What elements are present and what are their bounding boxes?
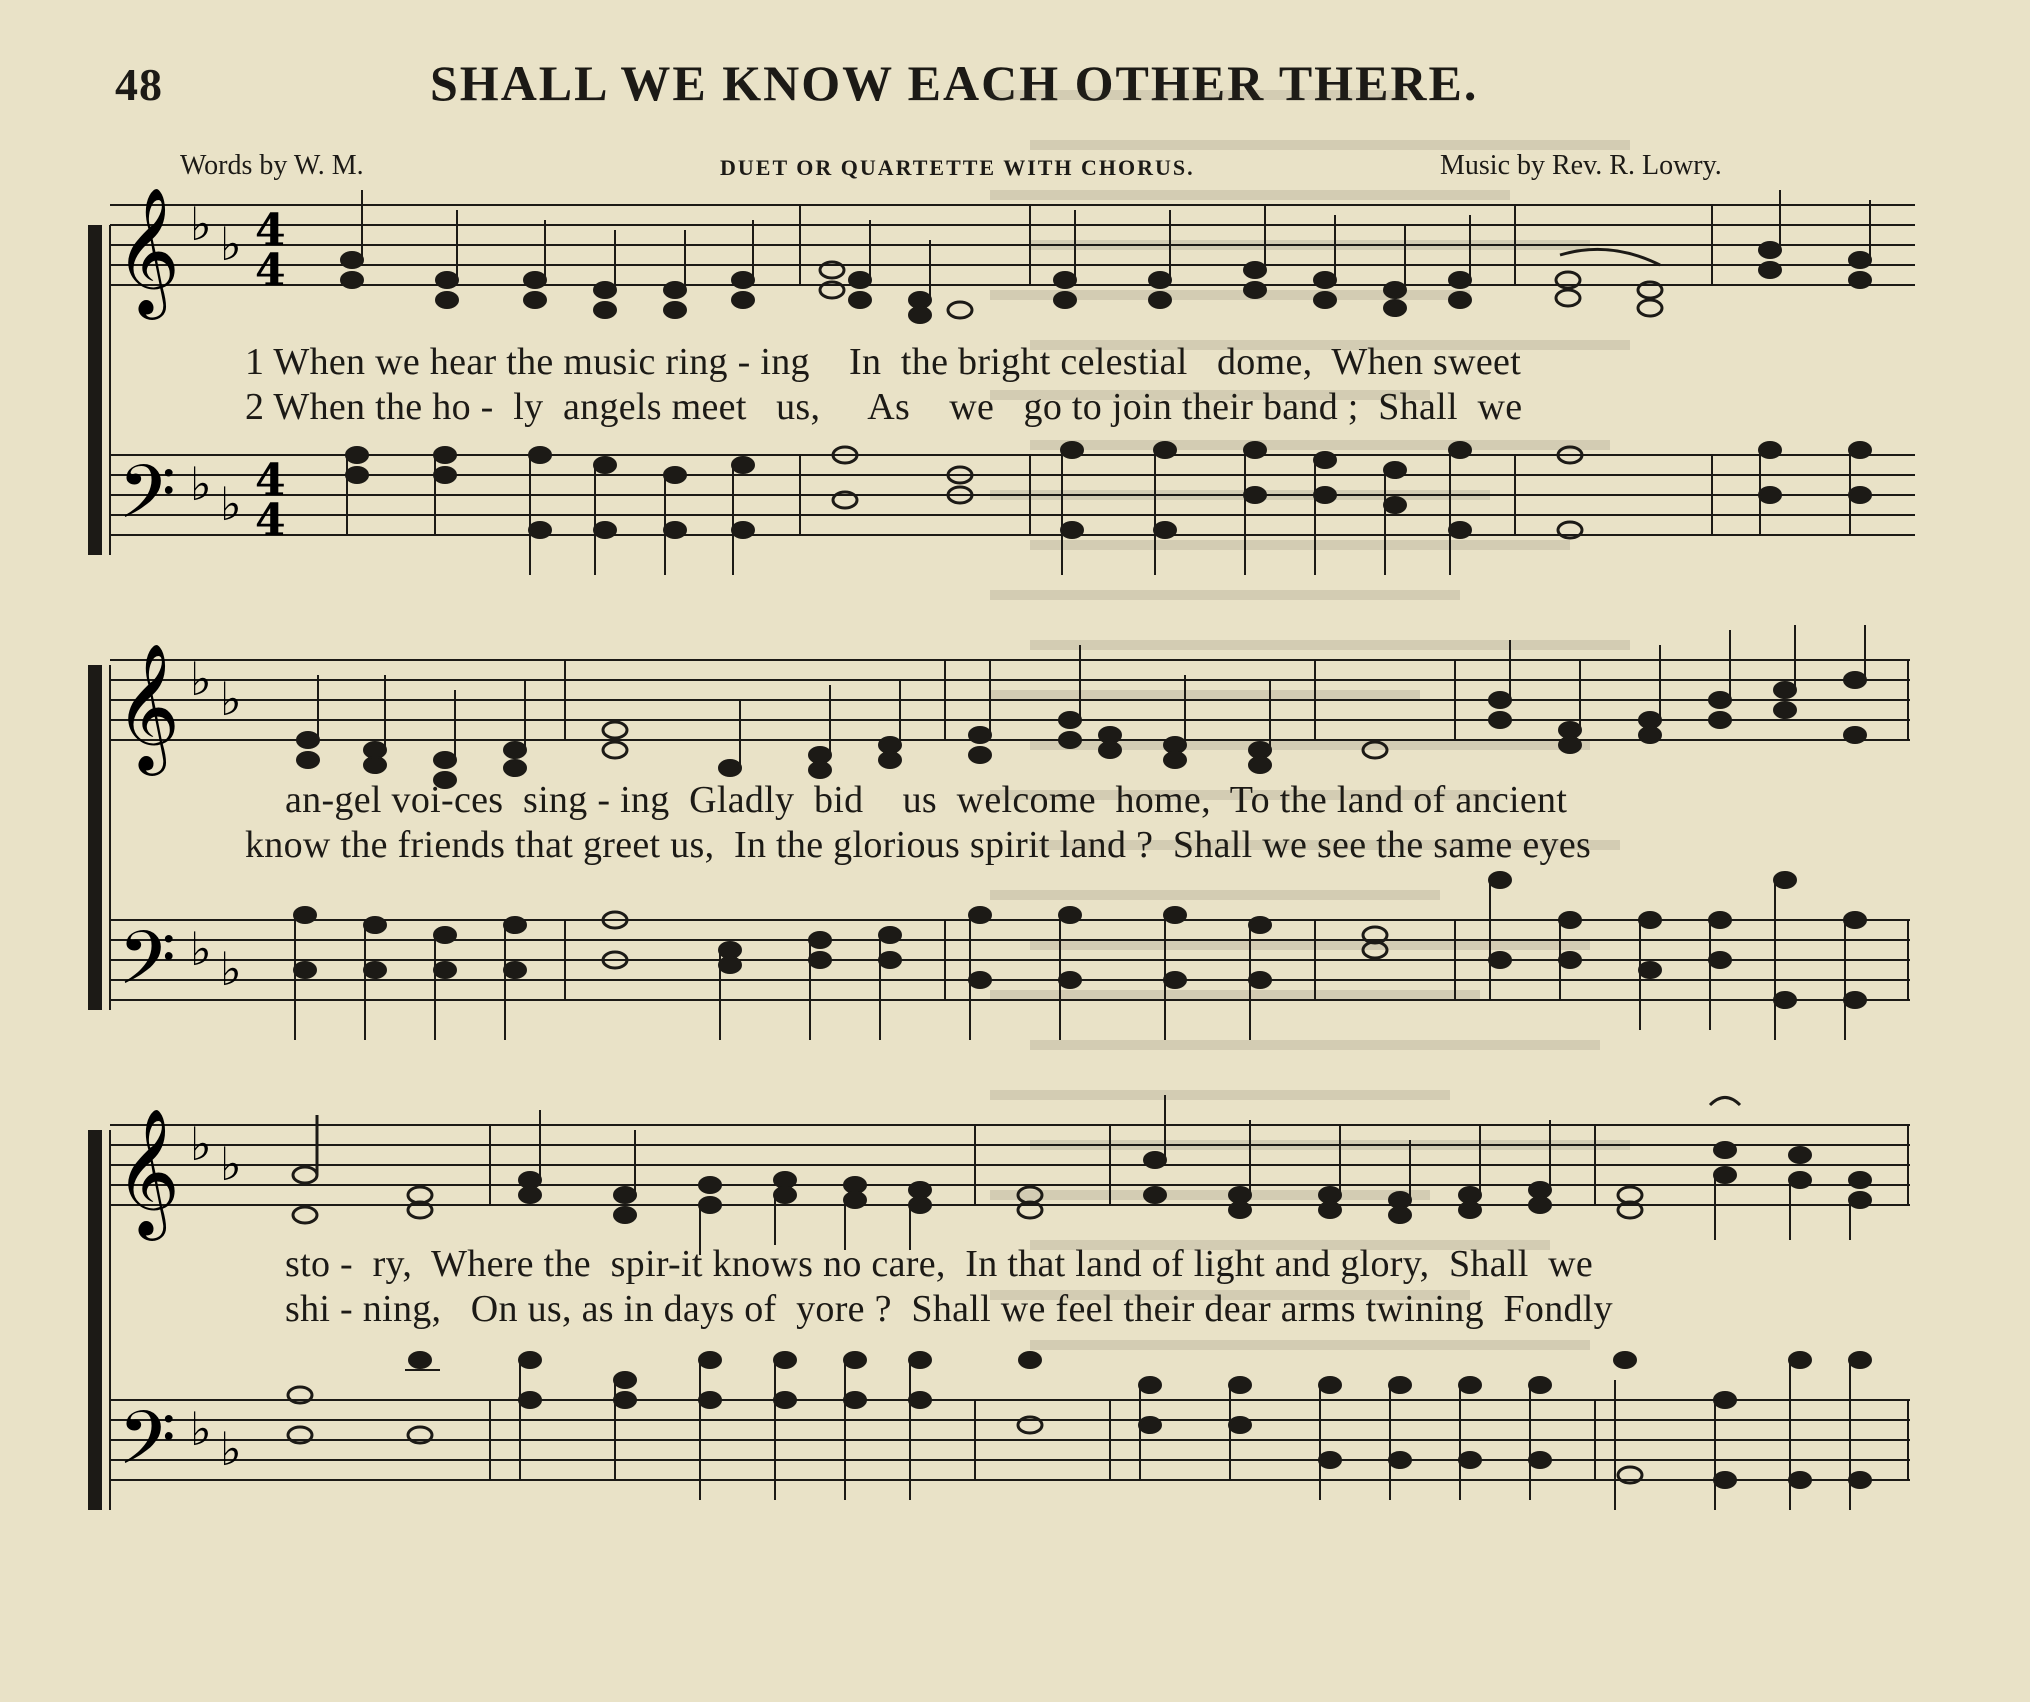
lyric-line-verse-2: 2 When the ho - ly angels meet us, As we go to join their band ; Shall we <box>245 386 1523 428</box>
treble-clef-icon: 𝄞 <box>115 186 181 314</box>
page-title: SHALL WE KNOW EACH OTHER THERE. <box>430 55 1479 111</box>
svg-text:♭: ♭ <box>190 457 212 511</box>
svg-text:♭: ♭ <box>220 1137 242 1191</box>
music-system-1 <box>0 180 2030 580</box>
svg-text:4: 4 <box>255 205 286 256</box>
svg-text:♭: ♭ <box>190 1117 212 1171</box>
svg-text:4: 4 <box>255 245 286 296</box>
svg-text:♭: ♭ <box>190 197 212 251</box>
svg-text:♭: ♭ <box>190 1402 212 1456</box>
music-credit: Music by Rev. R. Lowry. <box>1440 150 1722 181</box>
music-system-3 <box>0 1080 2030 1520</box>
svg-text:4: 4 <box>255 455 286 506</box>
svg-text:♭: ♭ <box>220 672 242 726</box>
svg-text:♭: ♭ <box>220 942 242 996</box>
bass-clef-icon: 𝄢 <box>118 449 176 554</box>
lyric-line-verse-1: an-gel voi-ces sing - ing Gladly bid us welcome home, To the land of ancient <box>285 779 1568 821</box>
lyric-line-verse-2: know the friends that greet us, In the glorious spirit land ? Shall we see the same eyes <box>245 824 1592 866</box>
svg-text:♭: ♭ <box>220 217 242 271</box>
bass-clef-icon: 𝄢 <box>118 1395 176 1500</box>
svg-text:♭: ♭ <box>190 922 212 976</box>
lyric-line-verse-1: sto - ry, Where the spir-it knows no care, In that land of light and glory, Shall we <box>285 1243 1594 1285</box>
lyric-line-verse-2: shi - ning, On us, as in days of yore ? Shall we feel their dear arms twining Fondly <box>285 1288 1613 1330</box>
svg-text:4: 4 <box>255 495 286 546</box>
arrangement-note: DUET OR QUARTETTE WITH CHORUS. <box>720 155 1195 180</box>
svg-text:♭: ♭ <box>190 652 212 706</box>
svg-text:♭: ♭ <box>220 477 242 531</box>
words-credit: Words by W. M. <box>180 150 364 181</box>
bass-clef-icon: 𝄢 <box>118 915 176 1020</box>
page-number: 48 <box>115 59 163 110</box>
music-system-2 <box>0 620 2030 1040</box>
treble-clef-icon: 𝄞 <box>115 642 181 770</box>
lyric-line-verse-1: 1 When we hear the music ring - ing In the bright celestial dome, When sweet <box>245 341 1522 383</box>
treble-clef-icon: 𝄞 <box>115 1107 181 1235</box>
svg-text:♭: ♭ <box>220 1422 242 1476</box>
